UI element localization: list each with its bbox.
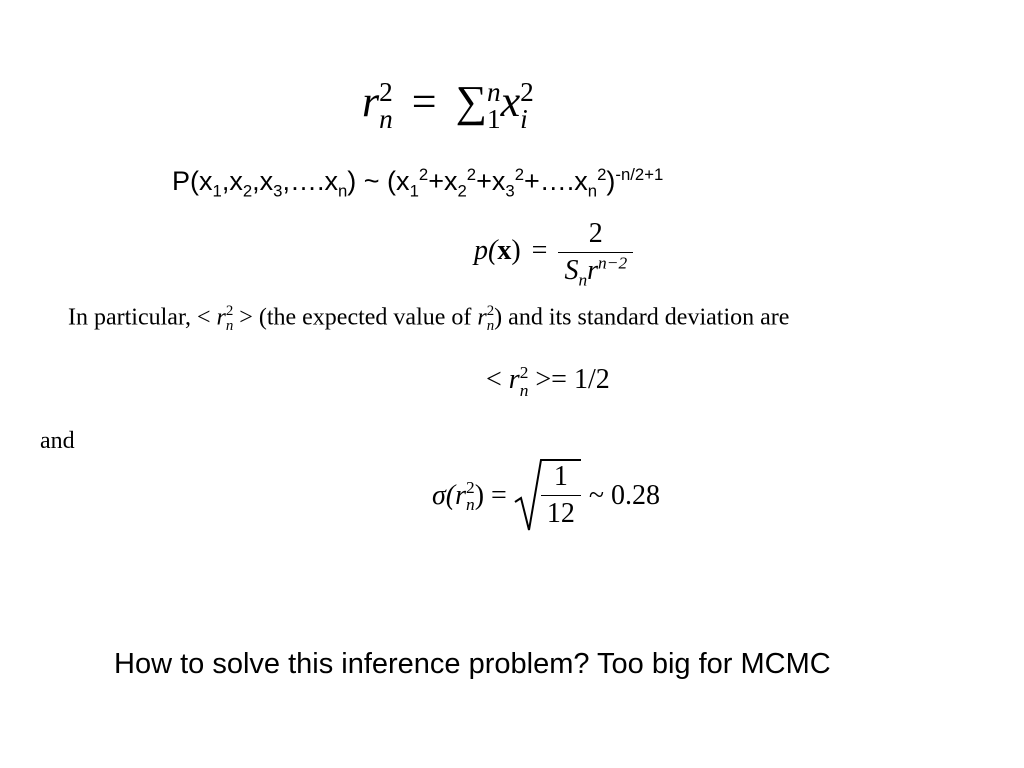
r-variable: r [216, 304, 226, 331]
subscript: 2 [457, 181, 467, 201]
equation-mean [486, 364, 610, 399]
sum-symbol: ∑ [455, 77, 487, 126]
subscript: n [519, 380, 529, 400]
r-subscript: n [379, 103, 393, 134]
sqrt-icon [513, 458, 543, 534]
r-superscript: 2 [379, 76, 393, 107]
r-variable: r [587, 255, 599, 286]
r-scripts [379, 76, 393, 134]
sum-lower-limit: 1 [486, 103, 501, 134]
open-bracket: < [486, 364, 502, 395]
subscript: 1 [212, 181, 222, 201]
superscript: 2 [519, 363, 529, 383]
sqrt-fraction [541, 459, 581, 530]
subscript: 2 [242, 181, 253, 201]
subscript: n [337, 181, 348, 201]
subscript: 3 [505, 181, 515, 201]
text-segment: > (the expected value of [239, 304, 472, 331]
equation-r-squared [362, 76, 534, 133]
subscript: n [587, 181, 598, 201]
sigma-function: σ( [432, 480, 456, 511]
equation-sigma [432, 458, 660, 534]
superscript: 2 [466, 477, 475, 497]
equals-sign: = [531, 234, 548, 266]
text-segment: +x [476, 166, 506, 196]
text-segment: ) ~ (x [347, 166, 410, 196]
x-scripts [520, 76, 534, 134]
subscript: n [225, 317, 234, 334]
subscript: n [466, 495, 475, 514]
bold-x-vector: x [497, 234, 512, 266]
exponent: -n/2+1 [615, 165, 664, 184]
superscript: 2 [486, 303, 495, 319]
mean-value: >= 1/2 [535, 364, 610, 395]
text-segment: ) and its standard deviation are [494, 304, 790, 331]
superscript: 2 [418, 165, 429, 184]
x-superscript: 2 [520, 76, 534, 107]
sum-limits [486, 76, 501, 134]
text-segment: ,x [252, 166, 274, 196]
s-variable: S [564, 255, 579, 286]
superscript: 2 [597, 165, 607, 184]
equation-density [474, 218, 633, 290]
and-word: and [40, 428, 75, 454]
text-segment: In particular, < [68, 304, 211, 331]
r-exponent: n−2 [598, 253, 628, 273]
superscript: 2 [225, 303, 234, 319]
r-variable: r [362, 77, 380, 126]
text-segment: P(x [172, 166, 213, 196]
text-segment: ,x [221, 166, 243, 196]
close-paren: ) [511, 234, 521, 266]
x-variable: x [500, 77, 521, 126]
density-fraction [558, 218, 633, 290]
subscript: n [486, 317, 495, 334]
r-variable: r [508, 364, 520, 395]
equals-sign: ) = [474, 480, 507, 511]
subscript: 1 [409, 181, 419, 201]
r-variable: r [455, 480, 467, 511]
s-subscript: n [578, 270, 588, 290]
text-segment: ,….x [282, 166, 338, 196]
r-variable: r [477, 304, 487, 331]
superscript: 2 [514, 165, 524, 184]
text-segment: +….x [524, 166, 588, 196]
x-subscript: i [520, 103, 528, 134]
fraction-denominator: 12 [546, 497, 575, 529]
superscript: 2 [466, 165, 477, 184]
approx-value: ~ 0.28 [588, 480, 661, 511]
p-function: p( [474, 234, 498, 266]
text-segment: ) [606, 166, 616, 196]
fraction-numerator: 2 [558, 218, 633, 253]
r-scripts [520, 364, 529, 399]
fraction-denominator [558, 253, 633, 290]
text-segment: +x [428, 166, 458, 196]
subscript: 3 [273, 181, 283, 201]
particular-sentence [68, 304, 789, 334]
question-text: How to solve this inference problem? Too big for MCMC [114, 648, 831, 680]
sum-upper-limit: n [486, 76, 501, 107]
r-scripts [226, 304, 233, 334]
probability-line [172, 165, 664, 201]
equals-sign: = [411, 77, 437, 126]
r-scripts [466, 479, 475, 514]
fraction-numerator: 1 [541, 461, 581, 496]
